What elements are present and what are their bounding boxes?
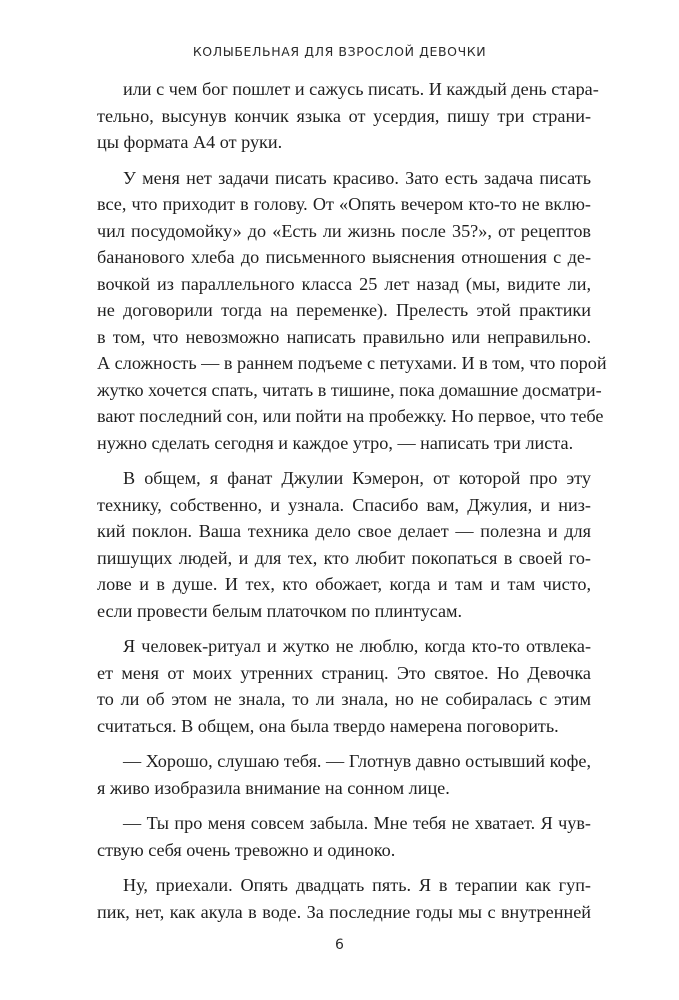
text-line: пишущих людей, и для тех, кто любит покопаться в своей го- [97,547,591,568]
text-line: то ли об этом не знала, то ли знала, но не собиралась с этим [97,689,591,709]
text-line: в том, что невозможно написать правильно или неправильно. [97,326,591,347]
text-line: ствую себя очень тревожно и одиноко. [97,839,396,860]
text-line: кий поклон. Ваша техника дело свое делает — полезна и для [97,521,591,541]
paragraph [97,748,591,801]
text-line: или с чем бог пошлет и сажусь писать. И каждый день стара- [123,79,599,99]
paragraph [97,810,591,863]
text-line: У меня нет задачи писать красиво. Зато есть задача писать [123,167,591,188]
body-text [97,76,607,934]
text-line: чил посудомойку» до «Есть ли жизнь после 35?», от рецептов [97,220,591,241]
text-line: считаться. В общем, она была твердо намерена поговорить. [97,715,559,736]
text-line: тельно, высунув кончик языка от усердия, пишу три страни- [97,105,591,126]
text-line: А сложность — в раннем подъеме с петухами. И в том, что порой [97,353,607,373]
text-line: вочкой из параллельного класса 25 лет назад (мы, видите ли, [97,273,591,294]
text-line: ет меня от моих утренних страниц. Это святое. Но Девочка [97,662,591,683]
paragraph [97,872,591,925]
text-line: все, что приходит в голову. От «Опять вечером кто-то не вклю- [97,194,591,214]
text-line: Я человек-ритуал и жутко не люблю, когда кто-то отвлека- [123,636,591,656]
page-number: 6 [335,937,344,953]
text-line: В общем, я фанат Джулии Кэмерон, от которой про эту [123,468,591,488]
text-line: пик, нет, как акула в воде. За последние годы мы с внутренней [97,901,591,922]
paragraph [97,76,599,156]
text-line: жутко хочется спать, читать в тишине, пока домашние досматри- [97,379,602,400]
text-line: Ну, приехали. Опять двадцать пять. Я в терапии как гуп- [123,875,591,895]
paragraph [97,165,607,457]
text-line: бананового хлеба до письменного выяснения отношения с де- [97,247,591,267]
text-line: вают последний сон, или пойти на пробежку. Но первое, что тебе [97,406,604,426]
text-line: — Хорошо, слушаю тебя. — Глотнув давно остывший кофе, [123,751,591,771]
text-line: не договорили тогда на переменке). Прелесть этой практики [97,300,591,320]
text-line: цы формата А4 от руки. [97,132,283,152]
text-line: я живо изобразила внимание на сонном лице. [97,777,450,798]
text-line: лове и в душе. И тех, кто обожает, когда и там и там чисто, [97,574,591,594]
running-title: КОЛЫБЕЛЬНАЯ ДЛЯ ВЗРОСЛОЙ ДЕВОЧКИ [192,44,487,59]
paragraph [97,633,591,739]
text-line: нужно сделать сегодня и каждое утро, — написать три листа. [97,432,574,453]
paragraph [97,465,591,624]
text-line: если провести белым платочком по плинтусам. [97,600,463,621]
text-line: технику, собственно, и узнала. Спасибо вам, Джулия, и низ- [97,494,591,515]
text-line: — Ты про меня совсем забыла. Мне тебя не хватает. Я чув- [123,813,591,833]
